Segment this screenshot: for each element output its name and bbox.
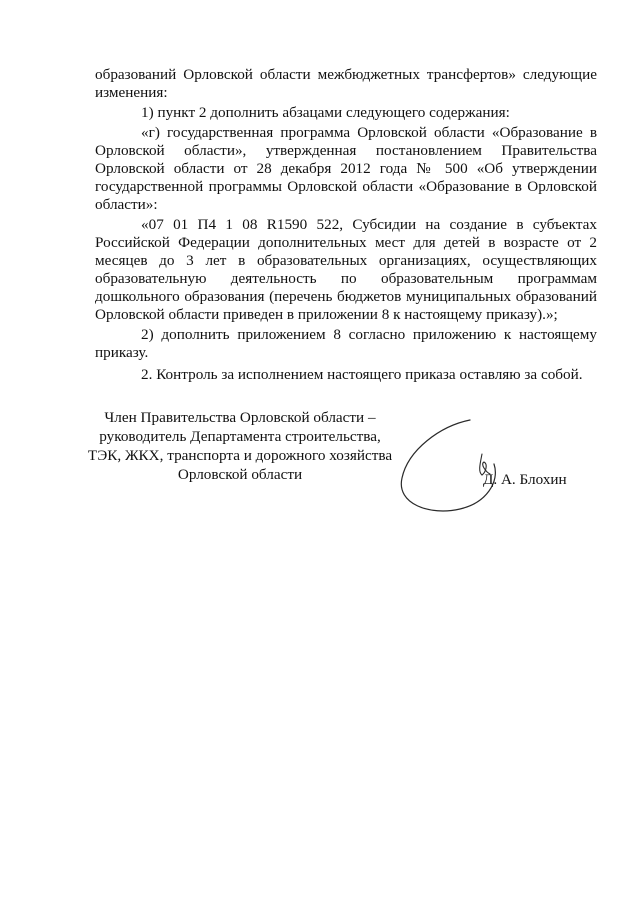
signatory-position-line: Член Правительства Орловской области –	[104, 409, 376, 426]
signature-loop-stroke	[401, 420, 495, 511]
handwritten-signature	[390, 412, 520, 522]
quote-code-paragraph: «07 01 П4 1 08 R1590 522, Субсидии на создание в субъектах Российской Федерации дополнительных мест для детей в возрасте от 2 месяцев до 3 лет в образовательных организациях, осуществляющих образовательную деятельность по образовательным программам дошкольного образования (перечень бюджетов муниципальных образований Орловской области приведен в приложении 8 к настоящему приказу).»;	[95, 216, 597, 323]
intro-paragraph: образований Орловской области межбюджетных трансфертов» следующие изменения:	[95, 66, 597, 101]
order-body	[95, 66, 597, 386]
signatory-position	[86, 408, 394, 484]
signatory-name: Д. А. Блохин	[483, 471, 567, 488]
quote-program-paragraph: «г) государственная программа Орловской области «Образование в Орловской области», утвержденная постановлением Правительства Орловской области от 28 декабря 2012 года № 500 «Об утверждении государственной программы Орловской области «Образование в Орловской области»:	[95, 124, 597, 213]
signatory-position-line: ТЭК, ЖКХ, транспорта и дорожного хозяйства	[87, 447, 393, 464]
item-1-paragraph: 1) пункт 2 дополнить абзацами следующего содержания:	[141, 104, 510, 121]
signatory-position-line: руководитель Департамента строительства,	[99, 428, 381, 445]
item-2-paragraph: 2) дополнить приложением 8 согласно приложению к настоящему приказу.	[95, 326, 597, 361]
signatory-position-line: Орловской области	[177, 466, 303, 483]
control-paragraph: 2. Контроль за исполнением настоящего приказа оставляю за собой.	[141, 366, 583, 383]
